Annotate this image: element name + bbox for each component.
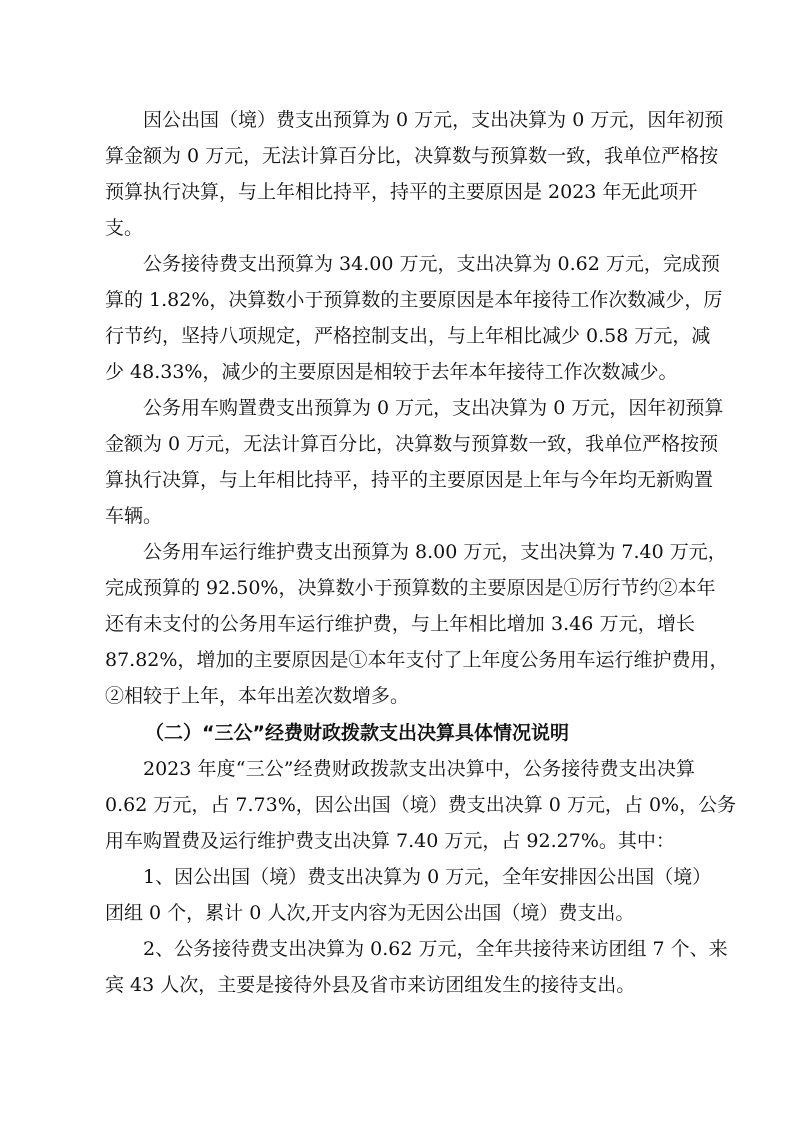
paragraph-line: ②相较于上年，本年出差次数增多。 <box>105 685 410 707</box>
paragraph-line: 完成预算的 92.50%，决算数小于预算数的主要原因是①厉行节约②本年 <box>105 577 716 599</box>
paragraph-line: 2023 年度“三公”经费财政拨款支出决算中，公务接待费支出决算 <box>143 758 695 780</box>
paragraph-line: 车辆。 <box>105 505 163 527</box>
paragraph-line: 算金额为 0 万元，无法计算百分比，决算数与预算数一致，我单位严格按 <box>105 145 719 167</box>
paragraph-line: 公务接待费支出预算为 34.00 万元，支出决算为 0.62 万元，完成预 <box>143 253 720 275</box>
paragraph-line: 因公出国（境）费支出预算为 0 万元，支出决算为 0 万元，因年初预 <box>143 109 724 131</box>
paragraph-line: 1、因公出国（境）费支出决算为 0 万元，全年安排因公出国（境） <box>143 866 712 888</box>
paragraph-line: 公务用车运行维护费支出预算为 8.00 万元，支出决算为 7.40 万元， <box>143 541 727 563</box>
paragraph-line: 行节约，坚持八项规定，严格控制支出，与上年相比减少 0.58 万元，减 <box>105 325 711 347</box>
paragraph-line: 预算执行决算，与上年相比持平，持平的主要原因是 2023 年无此项开 <box>105 181 698 203</box>
paragraph-line: 宾 43 人次，主要是接待外县及省市来访团组发生的接待支出。 <box>105 974 636 996</box>
paragraph-line: 2、公务接待费支出决算为 0.62 万元，全年共接待来访团组 7 个、来 <box>143 938 728 960</box>
paragraph-line: 团组 0 个，累计 0 人次,开支内容为无因公出国（境）费支出。 <box>105 902 635 924</box>
paragraph-line: 金额为 0 万元，无法计算百分比，决算数与预算数一致，我单位严格按预 <box>105 433 719 455</box>
paragraph-line: 算的 1.82%，决算数小于预算数的主要原因是本年接待工作次数减少，厉 <box>105 289 723 311</box>
paragraph-line: 还有未支付的公务用车运行维护费，与上年相比增加 3.46 万元，增长 <box>105 613 695 635</box>
paragraph-line: 少 48.33%，减少的主要原因是相较于去年本年接待工作次数减少。 <box>105 361 678 383</box>
paragraph-line: 0.62 万元，占 7.73%，因公出国（境）费支出决算 0 万元，占 0%，公务 <box>105 794 737 816</box>
paragraph-line: 公务用车购置费支出预算为 0 万元，支出决算为 0 万元，因年初预算 <box>143 397 724 419</box>
paragraph-line: 87.82%，增加的主要原因是①本年支付了上年度公务用车运行维护费用， <box>105 649 729 671</box>
paragraph-line: 用车购置费及运行维护费支出决算 7.40 万元，占 92.27%。其中： <box>105 830 675 852</box>
section-heading: （二）“三公”经费财政拨款支出决算具体情况说明 <box>145 722 569 744</box>
paragraph-line: 算执行决算，与上年相比持平，持平的主要原因是上年与今年均无新购置 <box>105 469 714 491</box>
paragraph-line: 支。 <box>105 217 144 239</box>
